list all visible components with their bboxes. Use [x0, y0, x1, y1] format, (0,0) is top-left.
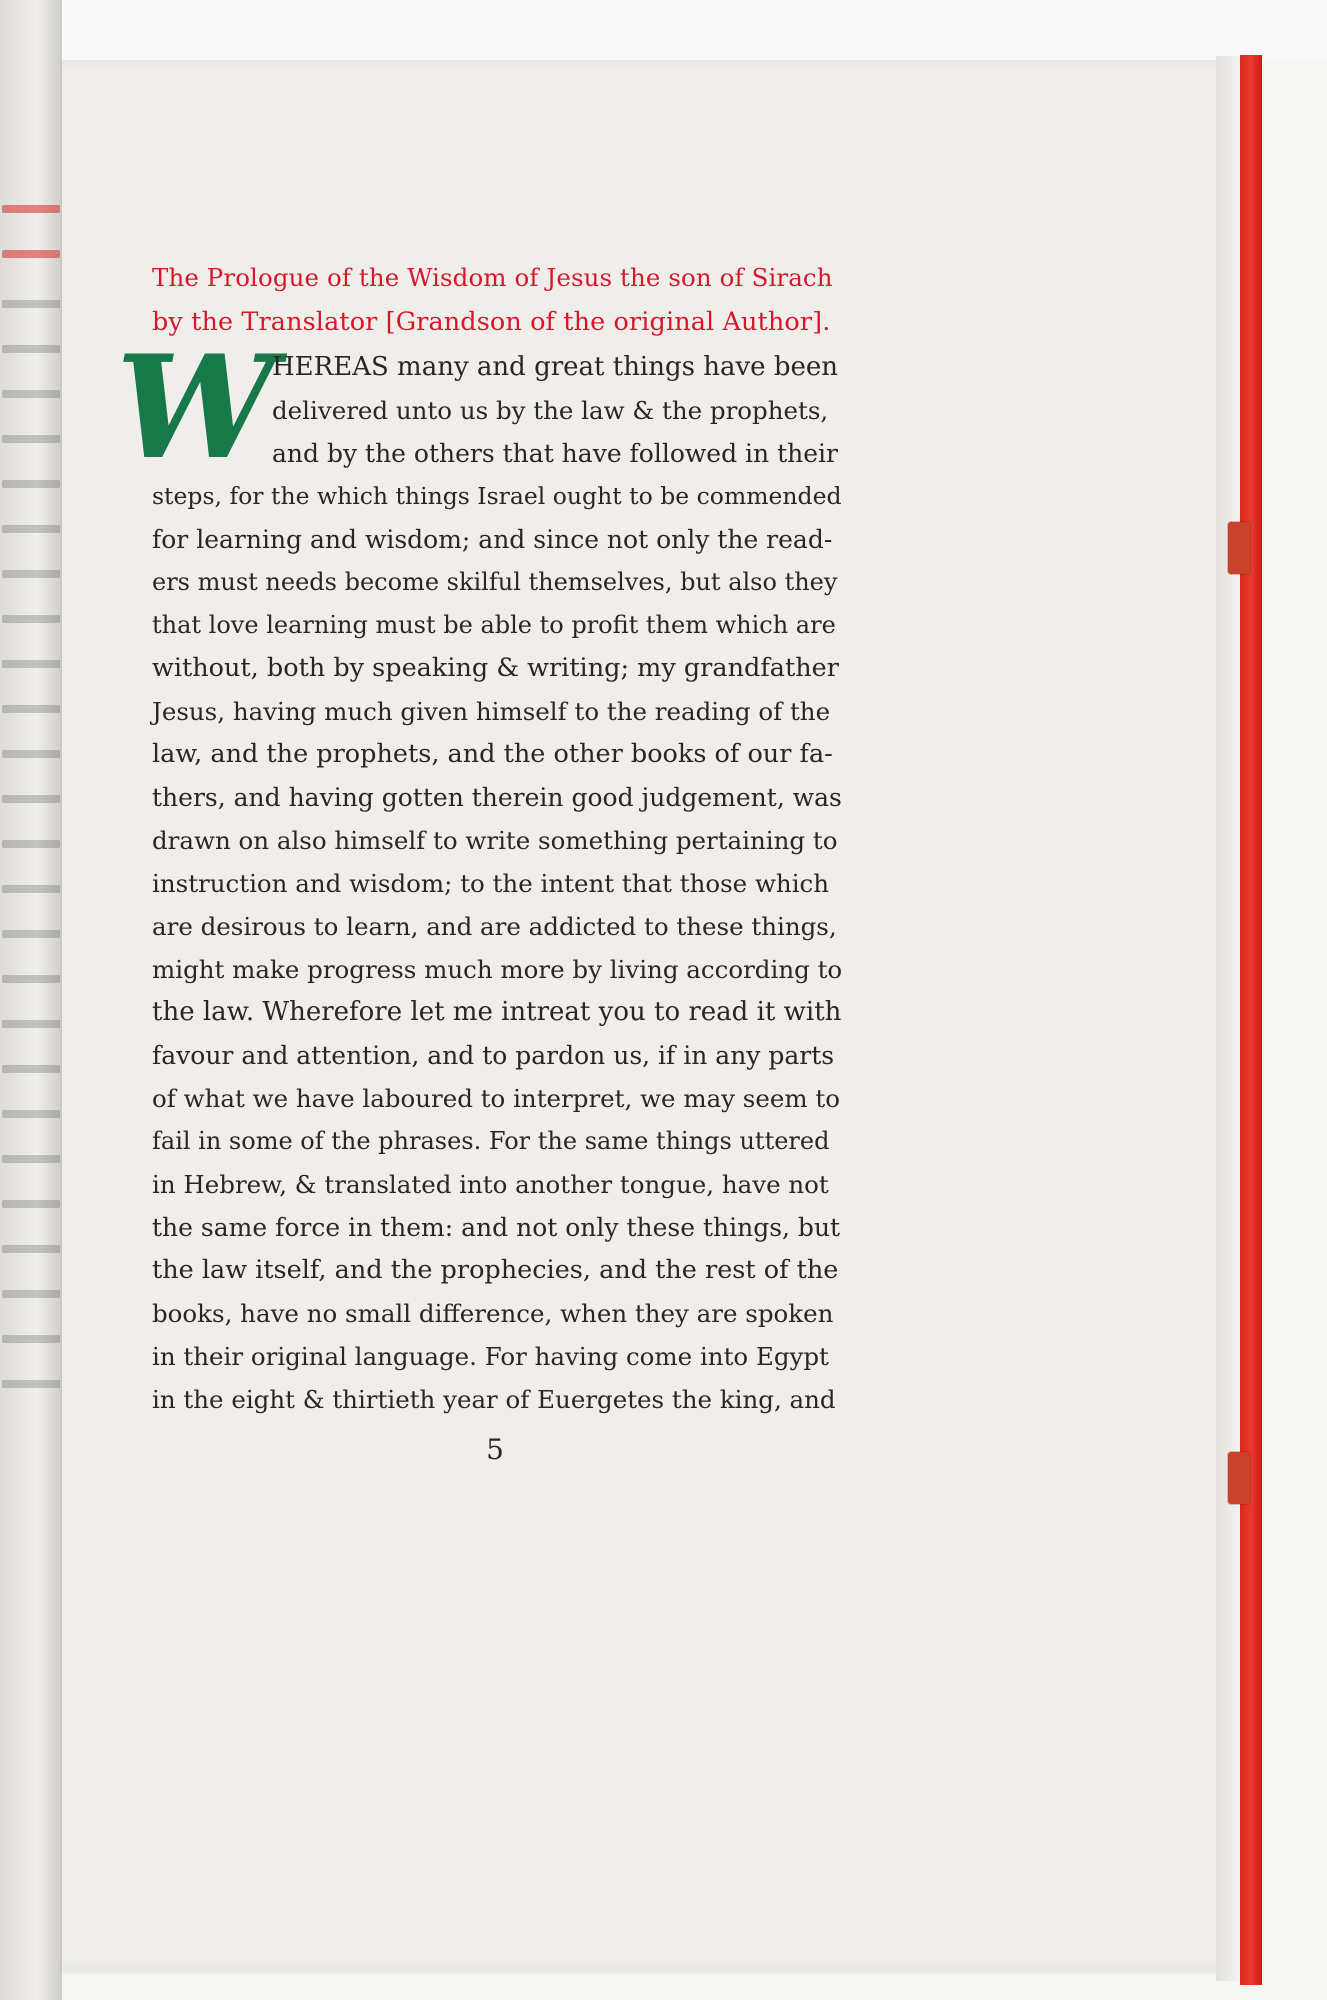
text-line: drawn on also himself to write something pertaining to — [152, 826, 838, 855]
text-line: Jesus, having much given himself to the reading of the — [152, 697, 831, 726]
title-line: The Prologue of the Wisdom of Jesus the son of Sirach — [152, 263, 833, 292]
text-line: in the eight & thirtieth year of Euergetes the king, and — [152, 1385, 836, 1414]
text-line: fail in some of the phrases. For the same things uttered — [152, 1127, 830, 1155]
text-line: in their original language. For having come into Egypt — [152, 1342, 829, 1371]
text-line: favour and attention, and to pardon us, if in any parts — [152, 1041, 835, 1070]
text-line: instruction and wisdom; to the intent that those which — [152, 869, 830, 898]
ribbon-tie-bottom — [1228, 1452, 1250, 1504]
text-line: and by the others that have followed in their — [272, 439, 838, 468]
text-line: without, both by speaking & writing; my grandfather — [152, 653, 839, 683]
background — [0, 0, 1327, 60]
text-line: books, have no small difference, when they are spoken — [152, 1299, 834, 1328]
text-line: steps, for the which things Israel ought to be commended — [152, 482, 842, 510]
text-line: are desirous to learn, and are addicted to these things, — [152, 912, 837, 941]
drop-cap-letter: W — [116, 325, 276, 491]
text-line: the same force in them: and not only these things, but — [152, 1213, 841, 1242]
ribbon-tie-top — [1228, 522, 1250, 574]
text-line: delivered unto us by the law & the prophets, — [272, 396, 829, 425]
page-number: 5 — [486, 1433, 504, 1466]
text-line: the law. Wherefore let me intreat you to read it with — [152, 997, 842, 1027]
title-line: by the Translator [Grandson of the original Author]. — [152, 307, 831, 337]
text-line: for learning and wisdom; and since not only the read- — [152, 525, 833, 554]
text-line: the law itself, and the prophecies, and the rest of the — [152, 1255, 839, 1285]
drop-cap — [116, 325, 276, 491]
text-line: of what we have laboured to interpret, we may seem to — [152, 1084, 840, 1113]
text-line: might make progress much more by living according to — [152, 955, 843, 984]
text-line: that love learning must be able to profit them which are — [152, 611, 836, 639]
red-cover-edge — [1240, 55, 1262, 1985]
text-line: law, and the prophets, and the other books of our fa- — [152, 739, 833, 769]
text-line: ers must needs become skilful themselves, but also they — [152, 568, 838, 596]
text-line: HEREAS many and great things have been — [272, 352, 838, 382]
page-fore-edge — [1216, 56, 1240, 1981]
text-line: thers, and having gotten therein good judgement, was — [152, 783, 842, 812]
text-line: in Hebrew, & translated into another tongue, have not — [152, 1170, 829, 1199]
left-page-edge — [0, 0, 62, 2000]
